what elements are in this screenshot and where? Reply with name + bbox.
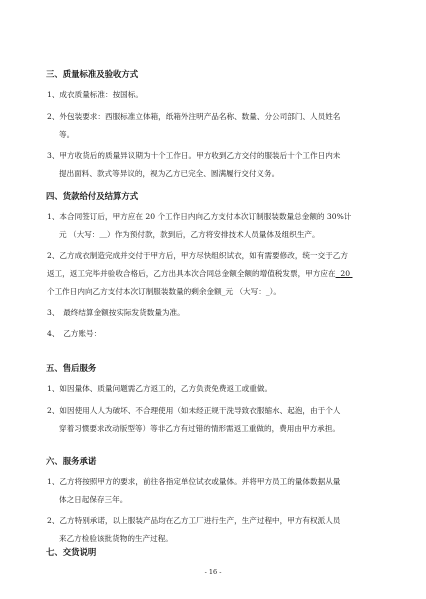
section-6-heading: 六、服务承诺 [46,456,97,466]
section-3-item-1: 1、成衣质量标准：按国标。 [47,90,143,99]
section-6-item-2-line-2: 来乙方检验该批货物的生产过程。 [59,534,173,543]
section-3-item-2-line-1: 2、外包装要求：西服标准立体箱，纸箱外注明产品名称、数量、分公司部门、人员姓名 [47,112,341,121]
section-6-item-1-line-1: 1、乙方将按照甲方的要求，前往各指定单位试衣或量体。并将甲方员工的量体数据从量 [47,477,341,486]
page-number: - 16 - [204,568,222,576]
section-3-item-3-line-1: 3、甲方收货后的质量异议期为十个工作日。甲方收到乙方交付的服装后十个工作日内未 [47,151,341,160]
section-4-item-2-line-2-text: 返工，返工完毕并验收合格后，乙方出具本次合同总金额全额的增值税发票，甲方应在 [47,269,336,278]
section-3-item-3-line-2: 提出面料、款式等异议的，视为乙方已完全、圆满履行交付义务。 [59,169,280,178]
section-4-heading: 四、货款给付及结算方式 [46,191,139,201]
section-3-item-2-line-2: 等。 [59,130,75,139]
section-5-item-2-line-2: 穿着习惯要求改动版型等）等非乙方有过错的情形需返工重做的，费用由甲方承担。 [59,424,340,433]
section-4-item-3: 3、 最终结算金额按实际发货数量为准。 [47,308,185,317]
section-6-item-1-line-2: 体之日起保存三年。 [59,495,128,504]
section-5-heading: 五、售后服务 [46,363,97,373]
section-4-item-2-line-1: 2、乙方成衣制造完成并交付于甲方后，甲方尽快组织试衣，如有需要修改，统一交于乙方 [47,251,348,260]
section-4-item-2-line-3: 个工作日内向乙方支付本次订制服装数量的剩余金额_元 （大写：_）。 [47,287,282,296]
section-5-item-1: 1、如因量体、质量问题需乙方返工的，乙方负责免费返工或重做。 [47,384,273,393]
section-4-item-1-line-1: 1、本合同签订后，甲方应在 20 个工作日内向乙方支付本次订制服装数量总金额的 30%计 [47,212,352,221]
section-3-heading: 三、质量标准及验收方式 [46,69,139,79]
payment-days-value: 20 [340,269,351,278]
section-4-item-2-line-2 [47,268,352,279]
section-6-item-2-line-1: 2、乙方特别承诺，以上服装产品均在乙方工厂进行生产，生产过程中，甲方有权派人员 [47,516,341,525]
section-7-heading: 七、交货说明 [46,547,97,557]
payment-days-blank [336,269,353,278]
section-4-item-1-line-2: 元 （大写：＿）作为预付款，款到后，乙方将安排技术人员量体及组织生产。 [59,230,320,239]
section-4-item-4: 4、 乙方账号： [47,329,102,338]
section-5-item-2-line-1: 2、如因使用人人为破坏、不合理使用（如未经正规干洗导致衣服缩水、起泡，由于个人 [47,406,341,415]
